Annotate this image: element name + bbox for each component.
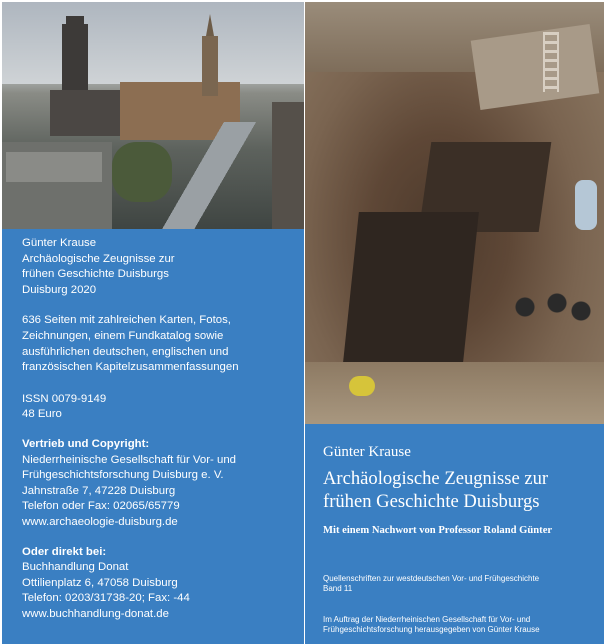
- spacer: [22, 423, 304, 437]
- worker: [575, 180, 597, 230]
- info-issn: ISSN 0079-9149: [22, 392, 107, 405]
- distribution-website-link[interactable]: www.archaeologie-duisburg.de: [22, 515, 178, 528]
- distribution-phone: Telefon oder Fax: 02065/65779: [22, 500, 180, 513]
- excavation-floor: [305, 362, 604, 424]
- photo-sky: [2, 2, 304, 84]
- info-description-line-2: Zeichnungen, einem Fundkatalog sowie: [22, 329, 224, 342]
- distribution-line-1: Niederrheinische Gesellschaft für Vor- und: [22, 453, 236, 466]
- cover-series-line-2: Band 11: [323, 584, 353, 593]
- church-building: [50, 90, 120, 136]
- direct-phone: Telefon: 0203/31738-20; Fax: -44: [22, 592, 190, 605]
- cover-series-line-1: Quellenschriften zur westdeutschen Vor- und Frühgeschichte: [323, 574, 540, 583]
- distribution-address: Jahnstraße 7, 47228 Duisburg: [22, 484, 176, 497]
- info-author: Günter Krause: [22, 237, 97, 249]
- info-description-line-4: französischen Kapitelzusammenfassungen: [22, 361, 239, 374]
- cover-author: Günter Krause: [323, 444, 411, 460]
- distribution-line-2: Frühgeschichtsforschung Duisburg e. V.: [22, 469, 224, 482]
- ladder: [543, 32, 559, 92]
- spacer: [22, 298, 304, 313]
- worker-in-pit: [349, 376, 375, 396]
- info-price: 48 Euro: [22, 408, 62, 421]
- cover-title: [323, 468, 604, 513]
- distribution-heading: Vertrieb und Copyright:: [22, 437, 150, 450]
- direct-shop-name: Buchhandlung Donat: [22, 561, 129, 574]
- direct-heading: Oder direkt bei:: [22, 545, 107, 558]
- cover-afterword: Mit einem Nachwort von Professor Roland Günter: [323, 525, 553, 536]
- direct-address: Ottilienplatz 6, 47058 Duisburg: [22, 576, 178, 589]
- cover-series: [323, 574, 604, 594]
- info-description-line-1: 636 Seiten mit zahlreichen Karten, Fotos,: [22, 314, 231, 327]
- roof-block-light: [6, 152, 102, 182]
- spacer: [22, 376, 304, 392]
- excavation-photo: [305, 2, 604, 424]
- cover-panel: [305, 424, 604, 644]
- buckets: [513, 287, 593, 327]
- cover-commission-line-2: Frühgeschichtsforschung herausgegeben von Günter Krause: [323, 625, 540, 634]
- city-photo: [2, 2, 304, 229]
- cover-commission: [323, 615, 604, 635]
- info-description-line-3: ausführlichen deutschen, englischen und: [22, 345, 229, 358]
- info-place-year: Duisburg 2020: [22, 283, 97, 296]
- spacer: [22, 531, 304, 545]
- buildings-right: [272, 102, 304, 229]
- info-title-line-1: Archäologische Zeugnisse zur: [22, 252, 175, 265]
- town-hall-spire: [202, 36, 218, 96]
- info-panel: [2, 229, 304, 644]
- excavation-pit: [343, 212, 479, 362]
- info-title-line-2: frühen Geschichte Duisburgs: [22, 268, 169, 281]
- wooden-planks: [471, 24, 600, 110]
- cover-commission-line-1: Im Auftrag der Niederrheinischen Gesellschaft für Vor- und: [323, 615, 531, 624]
- direct-website-link[interactable]: www.buchhandlung-donat.de: [22, 607, 169, 620]
- street: [152, 122, 272, 229]
- cover-title-line-2: frühen Geschichte Duisburgs: [323, 490, 540, 512]
- cover-title-line-1: Archäologische Zeugnisse zur: [323, 468, 549, 489]
